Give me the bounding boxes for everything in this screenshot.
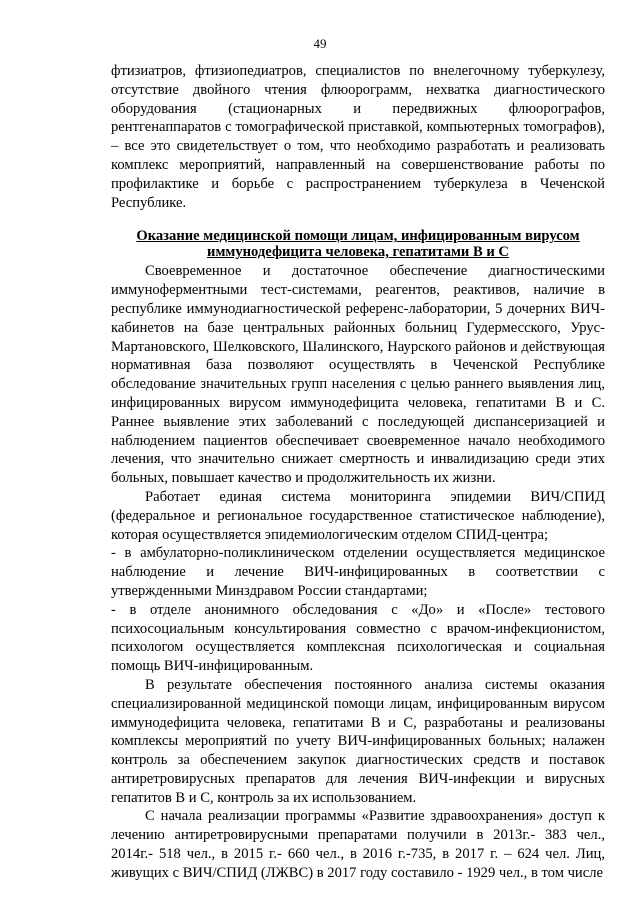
paragraph-analysis-results: В результате обеспечения постоянного анализа системы оказания специализированной медицинской помощи лицам, инфицированным вирусом иммунодефицита человека, гепатитами В и С, разработаны и реализованы комплексы мероприятий по учету ВИЧ-инфицированных больных; налажен контроль за обеспечением закупок диагностических средств и поставок антиретровирусных препаратов для лечения ВИЧ-инфекции и вирусных гепатитов В и С, контроль за их использованием. bbox=[111, 676, 605, 806]
paragraph-program-statistics: С начала реализации программы «Развитие здравоохранения» доступ к лечению антиретровирусными препаратами получили в 2013г.- 383 чел., 2014г.- 518 чел., в 2015 г.- 660 чел., в 2016 г.-735, в 2017 г. – 624 чел. Лиц, живущих с ВИЧ/СПИД (ЛЖВС) в 2017 году составило - 1929 чел., в том числе bbox=[111, 808, 605, 881]
paragraph-diagnostics: Своевременное и достаточное обеспечение диагностическими иммуноферментными тест-системами, реагентов, реактивов, наличие в республике иммунодиагностической референс-лаборатории, 5 дочерних ВИЧ-кабинетов на базе центральных районных больниц Гудермесского, Урус-Мартановского, Шелковского, Шалинского, Наурского районов и действующая нормативная база позволяют осуществлять в Чеченской Республике обследование значительных групп населения с целью раннего выявления лиц, инфицированных вирусом иммунодефицита человека, гепатитами В и С. Раннее выявление этих заболеваний с последующей диспансеризацией и наблюдением пациентов обеспечивает своевременное начало необходимого лечения, что значительно снижает смертность и инвалидизацию среди этих больных, повышает качество и продолжительность их жизни. bbox=[111, 263, 605, 487]
section-heading: Оказание медицинской помощи лицам, инфицированным вирусом иммунодефицита человека, гепатитами В и С bbox=[136, 228, 580, 261]
paragraph-tuberculosis-end: фтизиатров, фтизиопедиатров, специалистов по внелегочному туберкулезу, отсутствие двойного чтения флюорограмм, нехватка диагностического оборудования (стационарных и передвижных флюорографов, рентгенаппаратов с томографической приставкой, компьютерных томографов), – все это свидетельствует о том, что необходимо разработать и реализовать комплекс мероприятий, направленный на совершенствование работы по профилактике и борьбе с распространением туберкулеза в Чеченской Республике. bbox=[111, 63, 605, 211]
document-body bbox=[111, 62, 605, 883]
paragraph-anonymous-testing: - в отделе анонимного обследования с «До» и «После» тестового психосоциальным консультирования совместно с врачом-инфекционистом, психологом осуществляется комплексная психологическая и социальная помощь ВИЧ-инфицированным. bbox=[111, 601, 605, 675]
page-number: 49 bbox=[313, 36, 327, 51]
paragraph-outpatient-care: - в амбулаторно-поликлиническом отделении осуществляется медицинское наблюдение и лечение ВИЧ-инфицированных в соответствии с утвержденными Минздравом России стандартами; bbox=[111, 545, 605, 599]
paragraph-monitoring-system: Работает единая система мониторинга эпидемии ВИЧ/СПИД (федеральное и региональное государственное статистическое наблюдение), которая осуществляется эпидемиологическим отделом СПИД-центра; bbox=[111, 488, 605, 543]
